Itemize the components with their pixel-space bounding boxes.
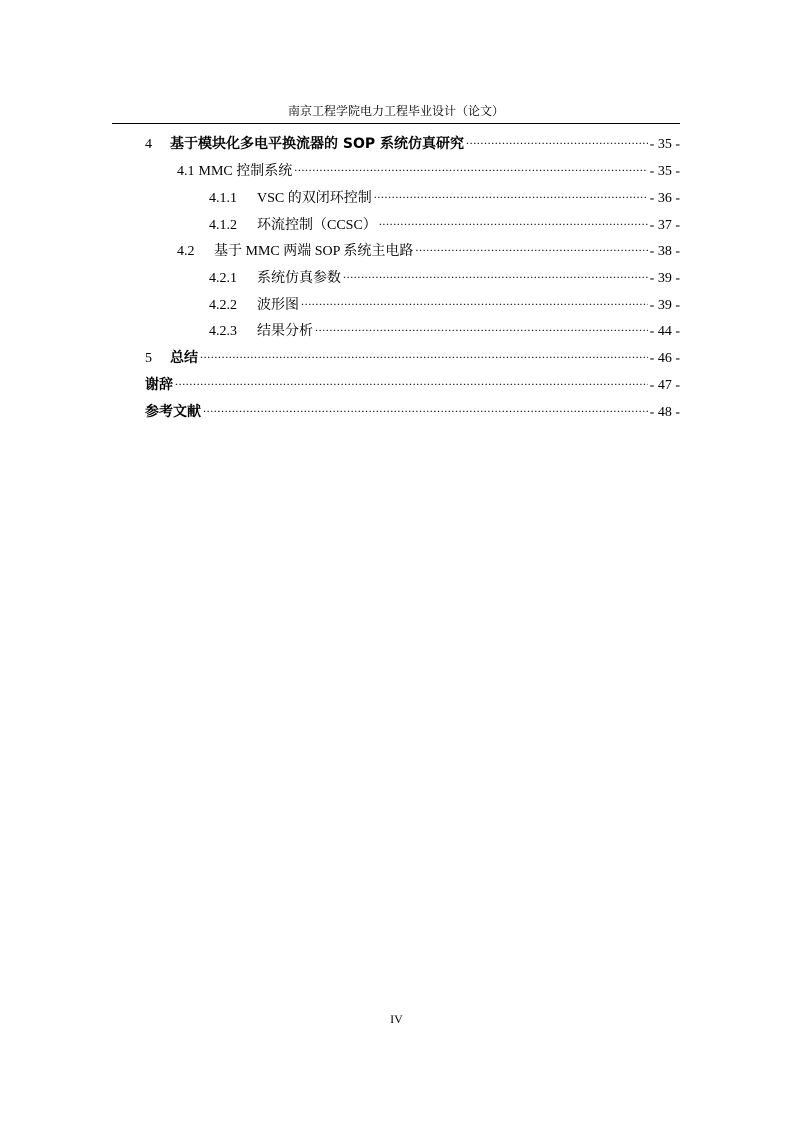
toc-title: 总结 <box>170 350 198 366</box>
toc-entry-references[interactable] <box>145 398 680 422</box>
toc-title: 基于模块化多电平换流器的 SOP 系统仿真研究 <box>170 136 464 152</box>
toc-title: 参考文献 <box>145 404 201 420</box>
toc-leader <box>203 398 648 416</box>
toc-number: 4.1.1 <box>209 191 237 206</box>
toc-entry-4-2[interactable] <box>177 237 680 261</box>
toc-page: - 47 - <box>649 378 680 393</box>
toc-leader <box>294 157 647 175</box>
toc-page: - 36 - <box>649 191 680 206</box>
toc-leader <box>301 291 648 309</box>
toc-entry-4-1-2[interactable] <box>209 211 680 235</box>
toc-page: - 46 - <box>649 351 680 366</box>
toc-number: 4 <box>145 137 152 152</box>
toc-number: 4.2.2 <box>209 298 237 313</box>
toc-title: 系统仿真参数 <box>257 271 341 286</box>
toc-title: MMC 控制系统 <box>198 164 293 179</box>
toc-page: - 35 - <box>649 164 680 179</box>
toc-page: - 48 - <box>649 405 680 420</box>
toc-title: VSC 的双闭环控制 <box>257 191 372 206</box>
toc-number: 4.2.3 <box>209 324 237 339</box>
toc-entry-5[interactable] <box>145 344 680 368</box>
toc-entry-4-2-2[interactable] <box>209 291 680 315</box>
toc-page: - 44 - <box>649 324 680 339</box>
toc-number: 4.2 <box>177 244 195 259</box>
toc-page: - 38 - <box>649 244 680 259</box>
header-rule <box>112 123 680 124</box>
toc-entry-4[interactable] <box>145 130 680 154</box>
toc-number: 4.2.1 <box>209 271 237 286</box>
toc-leader <box>415 237 647 255</box>
toc-title: 谢辞 <box>145 377 173 393</box>
toc-leader <box>466 130 648 148</box>
toc-leader <box>315 317 648 335</box>
toc-title: 波形图 <box>257 298 299 313</box>
toc-page: - 37 - <box>649 218 680 233</box>
toc-title: 环流控制（CCSC） <box>257 218 377 233</box>
toc-leader <box>200 344 648 362</box>
toc-number: 4.1.2 <box>209 218 237 233</box>
toc-entry-4-1[interactable] <box>177 157 680 181</box>
toc-entry-acknowledgements[interactable] <box>145 371 680 395</box>
toc-leader <box>175 371 648 389</box>
toc-title: 基于 MMC 两端 SOP 系统主电路 <box>214 244 414 259</box>
toc-page: - 35 - <box>649 137 680 152</box>
page-header: 南京工程学院电力工程毕业设计（论文） <box>287 104 504 118</box>
toc-leader <box>379 211 648 229</box>
toc-leader <box>343 264 648 282</box>
toc-page: - 39 - <box>649 298 680 313</box>
toc-number: 4.1 <box>177 164 195 179</box>
toc-entry-4-1-1[interactable] <box>209 184 680 208</box>
toc-page: - 39 - <box>649 271 680 286</box>
page-number: IV <box>390 1012 403 1026</box>
toc-entry-4-2-1[interactable] <box>209 264 680 288</box>
toc-title: 结果分析 <box>257 324 313 339</box>
toc-number: 5 <box>145 351 152 366</box>
toc-entry-4-2-3[interactable] <box>209 317 680 341</box>
toc-leader <box>374 184 648 202</box>
